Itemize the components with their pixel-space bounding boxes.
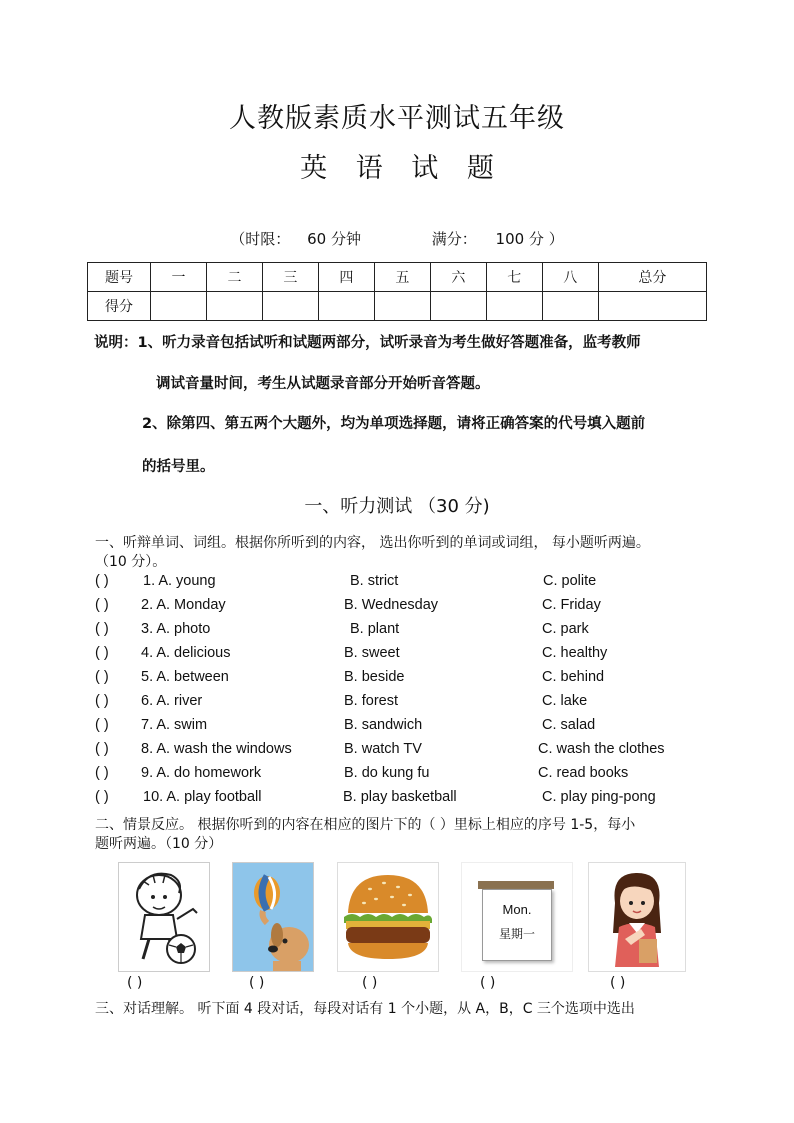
score-cell: 三 bbox=[262, 263, 318, 292]
option-a: 8. A. wash the windows bbox=[141, 741, 292, 757]
question-row bbox=[0, 739, 794, 759]
score-cell: 题号 bbox=[88, 263, 151, 292]
option-a: 4. A. delicious bbox=[141, 645, 231, 661]
calendar-page bbox=[482, 889, 552, 961]
time-value: 60 分钟 bbox=[307, 230, 361, 248]
part1-instruction-cont: （10 分）。 bbox=[95, 554, 167, 570]
score-input-cell[interactable] bbox=[206, 292, 262, 321]
score-table bbox=[87, 262, 707, 321]
answer-paren[interactable]: ( ) bbox=[95, 717, 109, 733]
score-input-cell[interactable] bbox=[262, 292, 318, 321]
option-b: B. Wednesday bbox=[344, 597, 439, 613]
option-c: C. healthy bbox=[542, 645, 608, 661]
dog-ball-icon bbox=[233, 863, 313, 971]
question-row bbox=[0, 763, 794, 783]
picture-dog-ball bbox=[232, 862, 314, 972]
exam-title: 人教版素质水平测试五年级 bbox=[229, 103, 565, 134]
note-line-1b: 调试音量时间，考生从试题录音部分开始听音答题。 bbox=[156, 376, 490, 392]
exam-meta bbox=[0, 228, 794, 249]
option-a: 1. A. young bbox=[143, 573, 216, 589]
answer-paren[interactable]: ( ) bbox=[95, 741, 109, 757]
question-row bbox=[0, 787, 794, 807]
option-b: B. sandwich bbox=[344, 717, 423, 733]
score-input-cell[interactable] bbox=[486, 292, 542, 321]
girl-icon bbox=[589, 863, 685, 971]
score-cell: 六 bbox=[430, 263, 486, 292]
section-title: 一、听力测试 （30 分) bbox=[304, 496, 490, 517]
option-a: 7. A. swim bbox=[141, 717, 208, 733]
question-row bbox=[0, 667, 794, 687]
option-c: C. wash the clothes bbox=[538, 741, 665, 757]
answer-paren[interactable]: ( ) bbox=[95, 765, 109, 781]
option-c: C. park bbox=[542, 621, 589, 637]
answer-paren[interactable]: ( ) bbox=[95, 621, 109, 637]
option-b: B. play basketball bbox=[343, 789, 457, 805]
score-input-cell[interactable] bbox=[542, 292, 598, 321]
score-cell: 四 bbox=[318, 263, 374, 292]
option-b: B. do kung fu bbox=[344, 765, 430, 781]
score-cell: 得分 bbox=[88, 292, 151, 321]
answer-paren[interactable]: ( ) bbox=[95, 573, 109, 589]
question-row bbox=[0, 715, 794, 735]
question-row bbox=[0, 691, 794, 711]
picture-girl bbox=[588, 862, 686, 972]
score-input-cell[interactable] bbox=[374, 292, 430, 321]
option-c: C. read books bbox=[538, 765, 629, 781]
option-c: C. lake bbox=[542, 693, 588, 709]
part1-instruction: 一、听辩单词、词组。根据你所听到的内容， 选出你听到的单词或词组， 每小题听两遍。 bbox=[95, 535, 650, 551]
answer-paren[interactable]: ( ) bbox=[95, 645, 109, 661]
exam-subject: 英 语 试 题 bbox=[300, 153, 494, 184]
note-line-1a: 说明：1、听力录音包括试听和试题两部分，试听录音为考生做好答题准备，监考教师 bbox=[94, 335, 641, 351]
picture-calendar bbox=[461, 862, 573, 972]
option-a: 3. A. photo bbox=[141, 621, 211, 637]
calendar-day-en: Mon. bbox=[502, 902, 532, 917]
part2-instruction: 二、情景反应。 根据你听到的内容在相应的图片下的（ ）里标上相应的序号 1-5，每小 bbox=[95, 817, 636, 833]
option-c: C. polite bbox=[543, 573, 597, 589]
option-c: C. Friday bbox=[542, 597, 601, 613]
option-b: B. beside bbox=[344, 669, 405, 685]
answer-paren[interactable]: ( ) bbox=[95, 693, 109, 709]
score-input-cell[interactable] bbox=[318, 292, 374, 321]
score-input-cell[interactable] bbox=[430, 292, 486, 321]
hamburger-icon bbox=[338, 863, 438, 971]
option-b: B. strict bbox=[350, 573, 399, 589]
score-cell: 五 bbox=[374, 263, 430, 292]
calendar-bar bbox=[478, 881, 554, 889]
option-a: 2. A. Monday bbox=[141, 597, 226, 613]
option-a: 5. A. between bbox=[141, 669, 229, 685]
answer-paren[interactable]: ( ) bbox=[95, 669, 109, 685]
option-b: B. plant bbox=[350, 621, 400, 637]
full-label: 满分： bbox=[431, 230, 477, 248]
score-cell: 八 bbox=[542, 263, 598, 292]
score-cell: 七 bbox=[486, 263, 542, 292]
option-c: C. behind bbox=[542, 669, 605, 685]
question-row bbox=[0, 619, 794, 639]
answer-paren[interactable]: ( ) bbox=[95, 597, 109, 613]
option-b: B. forest bbox=[344, 693, 398, 709]
full-value: 100 分 ） bbox=[495, 230, 564, 248]
part3-instruction: 三、对话理解。 听下面 4 段对话，每段对话有 1 个小题，从 A，B，C 三个选项中选出 bbox=[95, 1001, 635, 1017]
score-input-cell[interactable] bbox=[598, 292, 706, 321]
score-header-row bbox=[88, 263, 707, 292]
picture-boy-football bbox=[118, 862, 210, 972]
score-value-row bbox=[88, 292, 707, 321]
picture-answer-2[interactable]: ( ) bbox=[249, 975, 265, 991]
score-input-cell[interactable] bbox=[151, 292, 207, 321]
note-line-2b: 的括号里。 bbox=[142, 459, 215, 475]
score-cell: 一 bbox=[151, 263, 207, 292]
option-b: B. sweet bbox=[344, 645, 400, 661]
picture-answer-1[interactable]: ( ) bbox=[127, 975, 143, 991]
question-row bbox=[0, 643, 794, 663]
option-a: 10. A. play football bbox=[143, 789, 262, 805]
picture-hamburger bbox=[337, 862, 439, 972]
time-label: （时限： bbox=[230, 230, 291, 248]
question-row bbox=[0, 595, 794, 615]
picture-answer-3[interactable]: ( ) bbox=[362, 975, 378, 991]
note-line-2a: 2、除第四、第五两个大题外，均为单项选择题，请将正确答案的代号填入题前 bbox=[142, 416, 646, 432]
question-row bbox=[0, 571, 794, 591]
score-cell: 二 bbox=[206, 263, 262, 292]
option-a: 6. A. river bbox=[141, 693, 203, 709]
score-cell: 总分 bbox=[598, 263, 706, 292]
option-c: C. play ping-pong bbox=[542, 789, 656, 805]
picture-answer-5[interactable]: ( ) bbox=[610, 975, 626, 991]
picture-answer-4[interactable]: ( ) bbox=[480, 975, 496, 991]
boy-football-icon bbox=[119, 863, 209, 971]
part2-instruction-cont: 题听两遍。（10 分） bbox=[95, 836, 223, 852]
option-c: C. salad bbox=[542, 717, 596, 733]
calendar-day-cn: 星期一 bbox=[498, 927, 535, 941]
option-a: 9. A. do homework bbox=[141, 765, 262, 781]
option-b: B. watch TV bbox=[344, 741, 422, 757]
answer-paren[interactable]: ( ) bbox=[95, 789, 109, 805]
